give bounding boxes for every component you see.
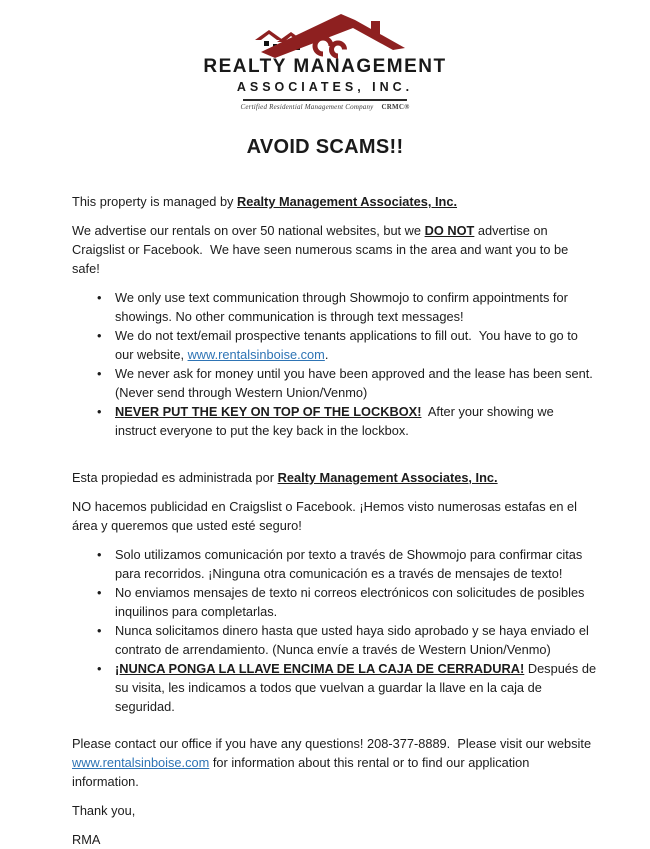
letter-body <box>0 159 650 849</box>
letter-footer <box>72 734 598 849</box>
do-not-emphasis: DO NOT <box>424 222 475 238</box>
spanish-section <box>72 468 598 716</box>
list-item <box>97 402 598 440</box>
advertise-text-es: NO hacemos publicidad en Craigslist o Facebook. ¡Hemos visto numerosas estafas en el área y queremos que usted esté seguro! <box>72 498 581 533</box>
company-name-en: Realty Management Associates, Inc. <box>237 193 458 209</box>
managed-by-paragraph-es <box>72 468 598 487</box>
bullet-text: We do not text/email prospective tenants applications to fill out. You have to go to our website, <box>115 327 582 362</box>
contact-text-1: Please contact our office if you have any questions! 208-377-8889. Please visit our website <box>72 735 595 751</box>
bullet-text: Después de su visita, les indicamos a todos que vuelvan a guardar la llave en la caja de seguridad. <box>115 660 600 714</box>
bullet-list-es <box>72 545 598 716</box>
advertise-text-2-en: advertise on Craigslist or Facebook. We have seen numerous scams in the area and want you to be safe! <box>72 222 572 276</box>
list-item <box>97 545 598 583</box>
list-item <box>97 583 598 621</box>
list-item <box>97 621 598 659</box>
signature-text: RMA <box>72 831 101 847</box>
rentals-website-link[interactable]: www.rentalsinboise.com <box>72 754 210 770</box>
roofline-logo-icon <box>237 8 413 60</box>
contact-text-2: for information about this rental or to find our application information. <box>72 754 533 789</box>
logo-tagline <box>0 103 650 111</box>
logo-name-line1: REALTY MANAGEMENT <box>203 56 447 77</box>
closing-text: Thank you, <box>72 802 136 818</box>
list-item <box>97 659 598 716</box>
bullet-text: Nunca solicitamos dinero hasta que usted haya sido aprobado y se haya enviado el contrato de arrendamiento. (Nunca envíe a través de Western Union/Venmo) <box>115 622 593 657</box>
bullet-text: We never ask for money until you have been approved and the lease has been sent. (Never send through Western Union/Venmo) <box>115 365 597 400</box>
list-item <box>97 288 598 326</box>
company-logo <box>0 0 650 111</box>
advertise-paragraph-en <box>72 221 598 278</box>
advertise-text-1-en: We advertise our rentals on over 50 national websites, but we <box>72 222 425 238</box>
logo-name-line2: ASSOCIATES, INC. <box>236 79 414 94</box>
bullet-text: After your showing we instruct everyone to put the key back in the lockbox. <box>115 403 558 438</box>
list-item <box>97 364 598 402</box>
advertise-paragraph-es <box>72 497 598 535</box>
logo-tagline-text: Certified Residential Management Company <box>240 102 374 111</box>
bullet-text: No enviamos mensajes de texto ni correos electrónicos con solicitudes de posibles inquilinos para completarlas. <box>115 584 589 619</box>
bullet-text: We only use text communication through Showmojo to confirm appointments for showings. No other communication is through text messages! <box>115 289 572 324</box>
company-name-es: Realty Management Associates, Inc. <box>277 469 498 485</box>
list-item <box>97 326 598 364</box>
managed-by-text-es: Esta propiedad es administrada por <box>72 469 278 485</box>
logo-crmc-mark: CRMC® <box>381 102 410 111</box>
lockbox-warning-en: NEVER PUT THE KEY ON TOP OF THE LOCKBOX! <box>115 403 422 419</box>
bullet-text: . <box>324 346 329 362</box>
contact-paragraph <box>72 734 598 791</box>
managed-by-paragraph-en <box>72 192 598 211</box>
rentals-website-link[interactable]: www.rentalsinboise.com <box>187 346 325 362</box>
page-title: AVOID SCAMS!! <box>246 135 404 158</box>
english-section <box>72 192 598 440</box>
logo-divider <box>243 99 407 101</box>
bullet-text: Solo utilizamos comunicación por texto a través de Showmojo para confirmar citas para recorridos. ¡Ninguna otra comunicación es a través de mensajes de texto! <box>115 546 586 581</box>
lockbox-warning-es: ¡NUNCA PONGA LA LLAVE ENCIMA DE LA CAJA DE CERRADURA! <box>115 660 525 676</box>
managed-by-text-en: This property is managed by <box>72 193 238 209</box>
bullet-list-en <box>72 288 598 440</box>
